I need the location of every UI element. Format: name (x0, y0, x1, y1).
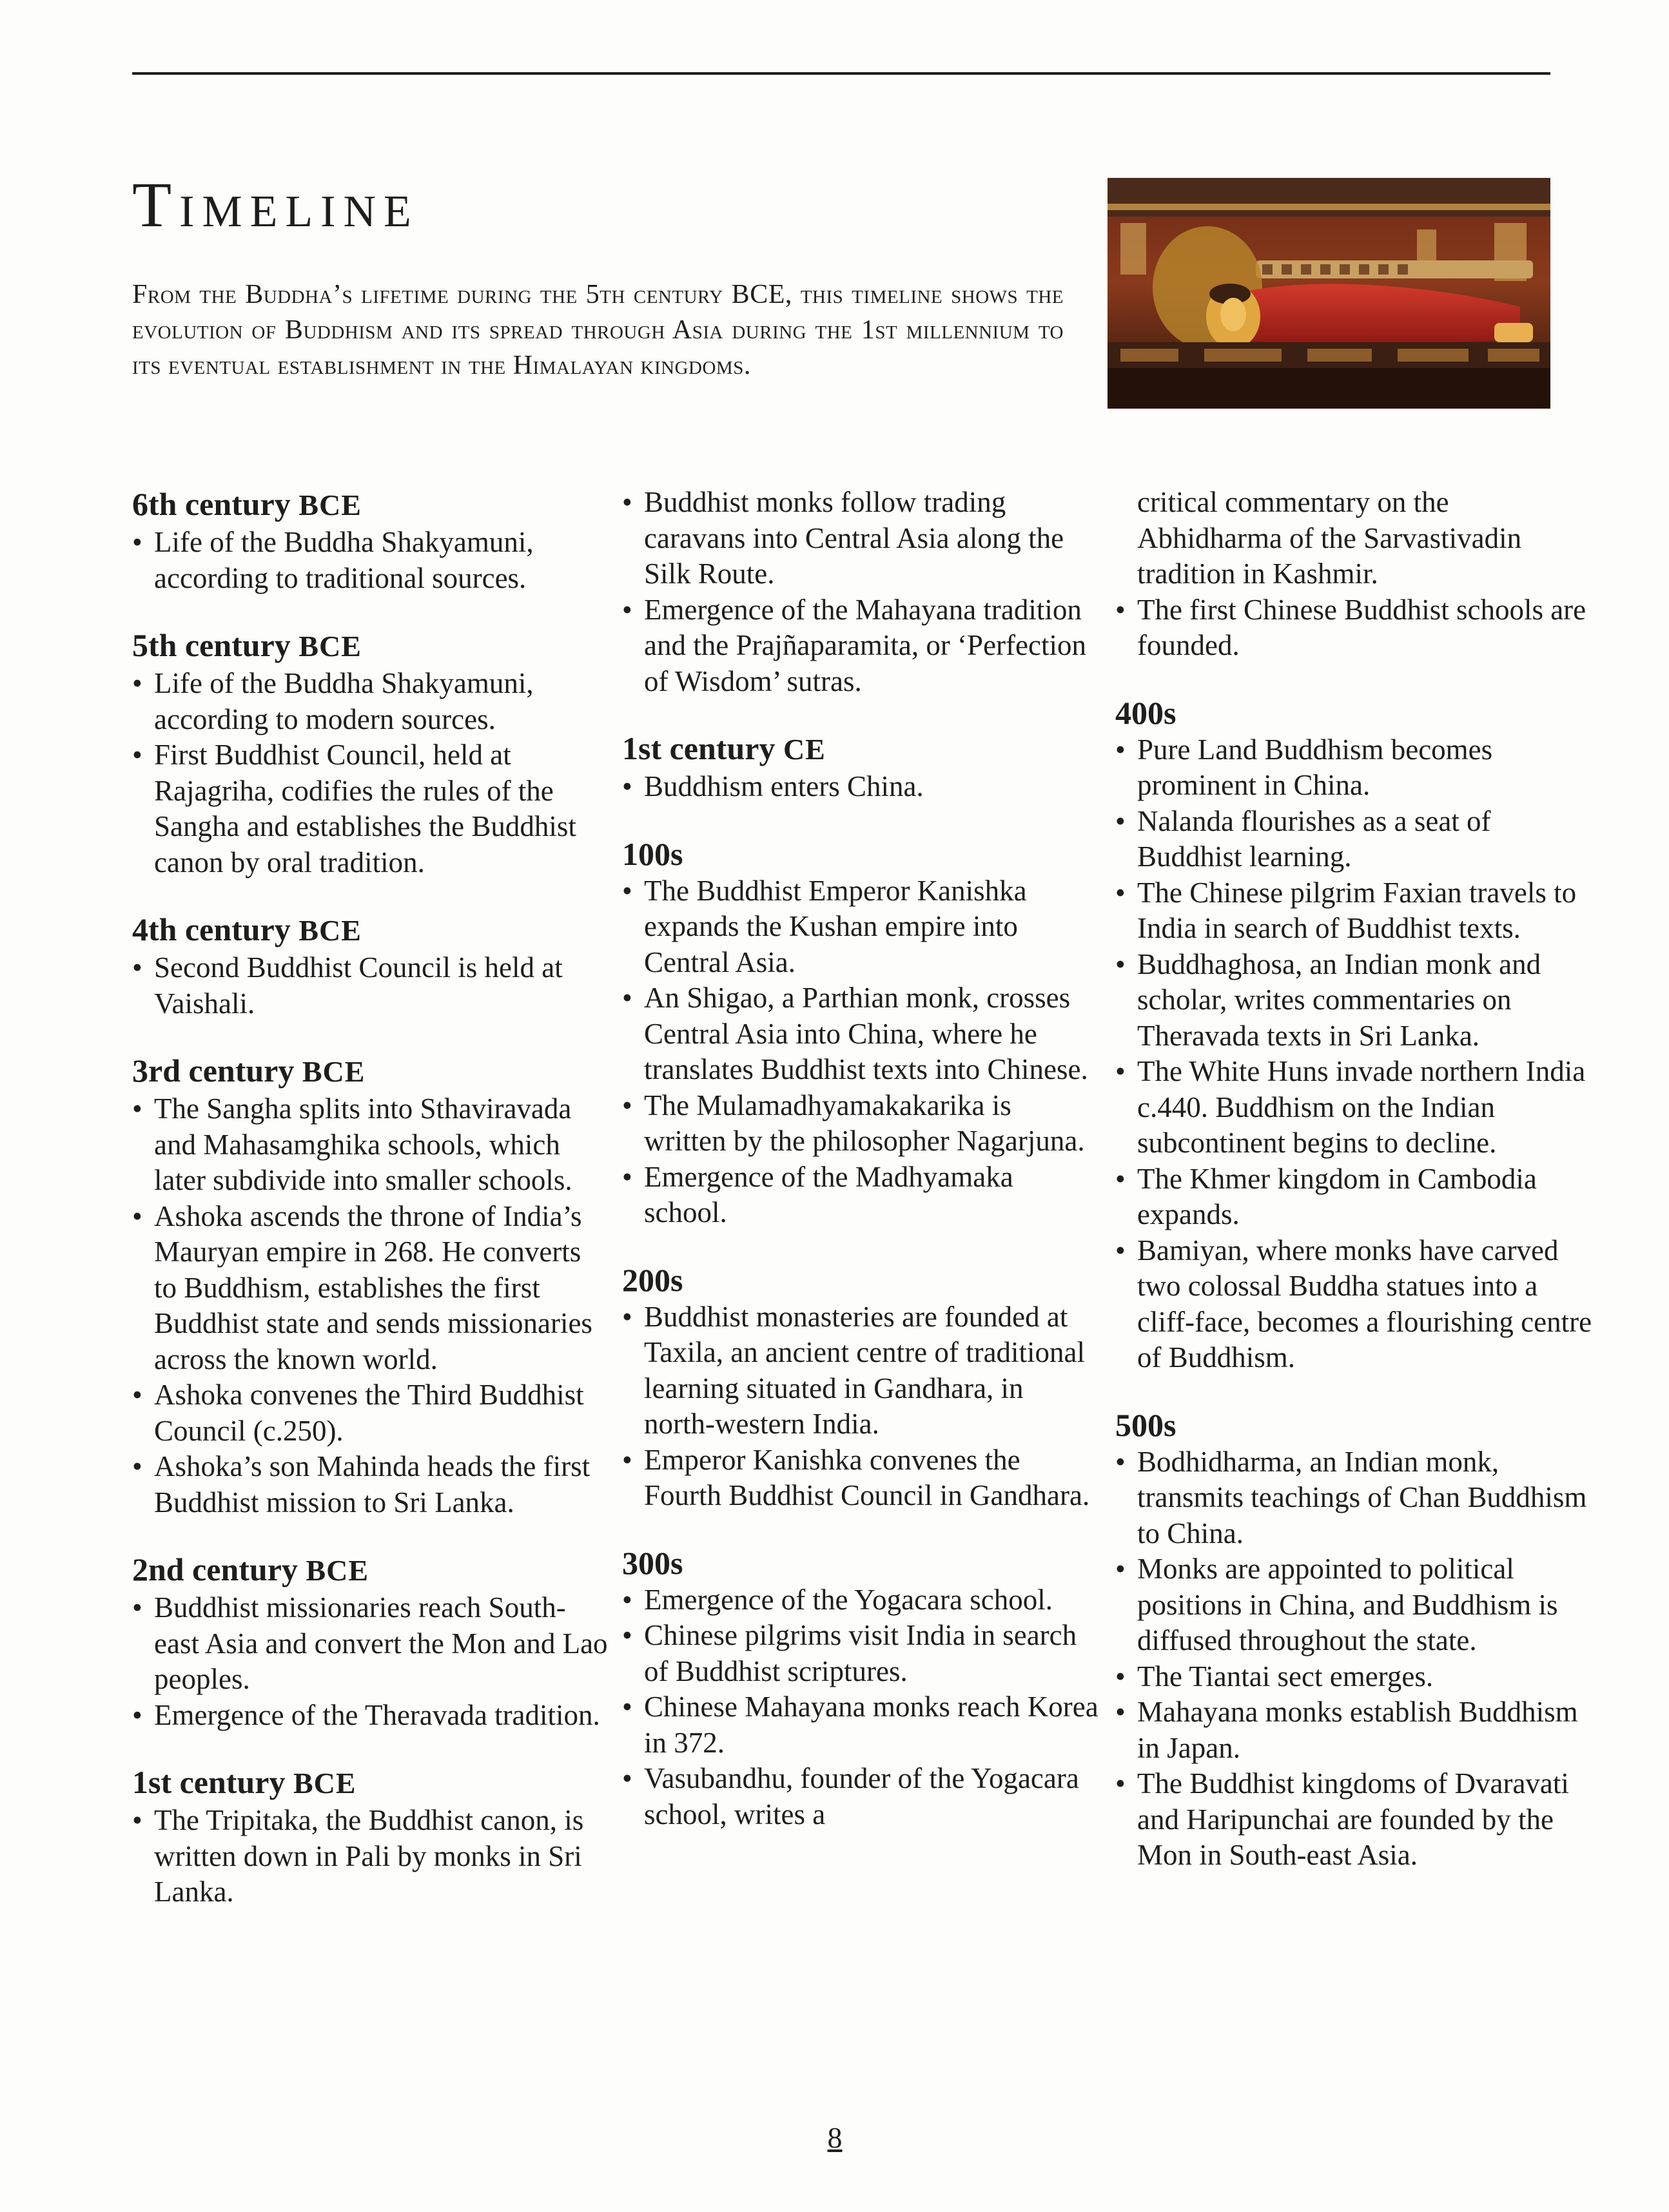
list-item: • Buddhism enters China. (622, 769, 1099, 805)
list-item: • Emperor Kanishka convenes the Fourth Buddhist Council in Gandhara. (622, 1442, 1099, 1514)
entry-heading: 3rd century BCE (132, 1053, 366, 1089)
list-item: • Life of the Buddha Shakyamuni, according to traditional sources. (132, 525, 609, 596)
entry-heading: 100s (622, 835, 683, 872)
list-item: • Chinese pilgrims visit India in search of Buddhist scriptures. (622, 1618, 1099, 1689)
list-item: • Emergence of the Theravada tradition. (132, 1698, 609, 1734)
timeline-entry-1st-century-ce (622, 729, 1099, 805)
entry-heading: 1st century CE (622, 730, 826, 766)
list-item: • Emergence of the Yogacara school. (622, 1582, 1099, 1618)
timeline-entry-2nd-century-bce (132, 1550, 609, 1733)
timeline-entry-500s (1115, 1406, 1592, 1874)
entry-list (622, 769, 1099, 805)
list-item: • The Chinese pilgrim Faxian travels to India in search of Buddhist texts. (1115, 875, 1592, 947)
intro-text: From the Buddha’s lifetime during the 5th century BCE, this timeline shows the evolution of Buddhism and its spread through Asia during the 1st millennium to its eventual establishment in the Himalayan kingdoms. (132, 280, 1064, 380)
list-item: • The Buddhist kingdoms of Dvaravati and Haripunchai are founded by the Mon in South-east Asia. (1115, 1766, 1592, 1874)
entry-heading: 2nd century BCE (132, 1551, 369, 1587)
entry-list (622, 873, 1099, 1231)
entry-heading: 400s (1115, 694, 1176, 731)
list-item: • Chinese Mahayana monks reach Korea in 372. (622, 1689, 1099, 1761)
list-item: • Monks are appointed to political positions in China, and Buddhism is diffused throughout the state. (1115, 1551, 1592, 1659)
entry-list (622, 485, 1099, 699)
timeline-entry-200s (622, 1261, 1099, 1514)
timeline-column-1 (132, 485, 609, 1940)
entry-list (622, 1299, 1099, 1514)
entry-heading: 200s (622, 1261, 683, 1298)
entry-list (132, 1803, 609, 1910)
entry-list (622, 1582, 1099, 1833)
list-item: • The first Chinese Buddhist schools are founded. (1115, 592, 1592, 664)
timeline-column-3 (1115, 485, 1592, 1903)
page-number: 8 (827, 2121, 843, 2154)
timeline-entry-100s (622, 835, 1099, 1231)
list-item: • Second Buddhist Council is held at Vaishali. (132, 950, 609, 1022)
list-item: • The Khmer kingdom in Cambodia expands. (1115, 1161, 1592, 1233)
entry-list (132, 1590, 609, 1733)
list-item: • Ashoka’s son Mahinda heads the first Buddhist mission to Sri Lanka. (132, 1449, 609, 1520)
list-item: • Buddhaghosa, an Indian monk and scholar, writes commentaries on Theravada texts in Sri Lanka. (1115, 947, 1592, 1054)
list-item: • First Buddhist Council, held at Rajagriha, codifies the rules of the Sangha and establishes the Buddhist canon by oral tradition. (132, 737, 609, 880)
list-item: • Buddhist monasteries are founded at Taxila, an ancient centre of traditional learning situated in Gandhara, in north-western India. (622, 1299, 1099, 1442)
entry-heading: 4th century BCE (132, 911, 362, 947)
list-item: • The Tripitaka, the Buddhist canon, is written down in Pali by monks in Sri Lanka. (132, 1803, 609, 1910)
list-item: • Buddhist missionaries reach South-east Asia and convert the Mon and Lao peoples. (132, 1590, 609, 1698)
list-item: • Emergence of the Mahayana tradition and the Prajñaparamita, or ‘Perfection of Wisdom’ sutras. (622, 592, 1099, 700)
list-item: • Vasubandhu, founder of the Yogacara school, writes a (622, 1761, 1099, 1832)
list-item: • Emergence of the Madhyamaka school. (622, 1159, 1099, 1231)
timeline-entry-1st-century-bce (132, 1763, 609, 1910)
entry-list (132, 950, 609, 1022)
list-item: • An Shigao, a Parthian monk, crosses Central Asia into China, where he translates Buddhist texts into Chinese. (622, 980, 1099, 1088)
entry-list (132, 666, 609, 880)
entry-heading: 6th century BCE (132, 486, 362, 522)
timeline-column-2 (622, 485, 1099, 1862)
list-item: • The Sangha splits into Sthaviravada and Mahasamghika schools, which later subdivide into smaller schools. (132, 1091, 609, 1199)
list-item: • Ashoka convenes the Third Buddhist Council (c.250). (132, 1377, 609, 1449)
timeline-entry-400s (1115, 694, 1592, 1376)
entry-heading: 5th century BCE (132, 627, 362, 663)
list-item: • Life of the Buddha Shakyamuni, according to modern sources. (132, 666, 609, 737)
top-rule (132, 72, 1550, 75)
list-item: • The Mulamadhyamakakarika is written by the philosopher Nagarjuna. (622, 1088, 1099, 1159)
list-item: • The Tiantai sect emerges. (1115, 1659, 1592, 1695)
entry-list (132, 525, 609, 596)
reclining-buddha-image (1108, 178, 1550, 409)
list-item: • Bamiyan, where monks have carved two colossal Buddha statues into a cliff-face, becomes a flourishing centre of Buddhism. (1115, 1233, 1592, 1376)
timeline-entry-continued (1115, 485, 1592, 664)
list-item: • Nalanda flourishes as a seat of Buddhist learning. (1115, 804, 1592, 875)
timeline-entry-continued (622, 485, 1099, 699)
list-item: • Ashoka ascends the throne of India’s Mauryan empire in 268. He converts to Buddhism, establishes the first Buddhist state and sends missionaries across the known world. (132, 1199, 609, 1378)
list-item: • The Buddhist Emperor Kanishka expands the Kushan empire into Central Asia. (622, 873, 1099, 981)
entry-heading: 500s (1115, 1406, 1176, 1443)
timeline-entry-4th-century-bce (132, 910, 609, 1022)
list-item-continued: critical commentary on the Abhidharma of the Sarvastivadin tradition in Kashmir. (1137, 486, 1522, 590)
page-title: Timeline (132, 169, 419, 240)
list-item: • Mahayana monks establish Buddhism in Japan. (1115, 1694, 1592, 1766)
entry-list (1115, 732, 1592, 1376)
list-item: • Bodhidharma, an Indian monk, transmits teachings of Chan Buddhism to China. (1115, 1444, 1592, 1552)
entry-list (132, 1091, 609, 1520)
list-item: • The White Huns invade northern India c.440. Buddhism on the Indian subcontinent begins to decline. (1115, 1054, 1592, 1161)
entry-heading: 300s (622, 1544, 683, 1581)
timeline-entry-3rd-century-bce (132, 1051, 609, 1520)
timeline-entry-5th-century-bce (132, 626, 609, 880)
entry-heading: 1st century BCE (132, 1764, 356, 1800)
timeline-entry-6th-century-bce (132, 485, 609, 596)
entry-list (1115, 1444, 1592, 1874)
entry-list (1115, 485, 1592, 664)
list-item: • Pure Land Buddhism becomes prominent in China. (1115, 732, 1592, 804)
reclining-buddha-photo (1108, 178, 1550, 409)
timeline-entry-300s (622, 1544, 1099, 1833)
list-item: • Buddhist monks follow trading caravans into Central Asia along the Silk Route. (622, 485, 1099, 592)
